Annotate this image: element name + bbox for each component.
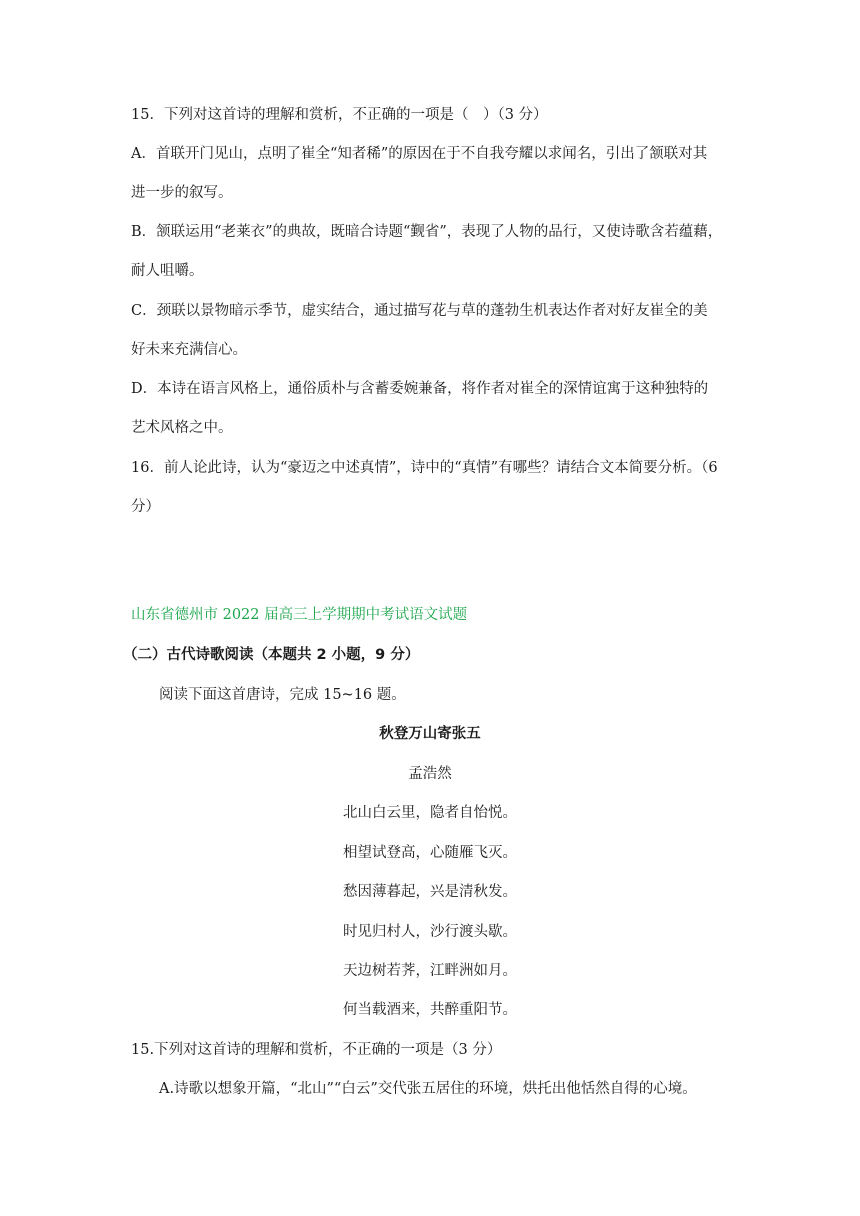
question-stem: 15．下列对这首诗的理解和赏析，不正确的一项是（ ）（3 分） (131, 107, 548, 123)
section-heading: （二）古代诗歌阅读（本题共 2 小题，9 分） (123, 647, 420, 663)
poem-author: 孟浩然 (408, 766, 452, 782)
option-b-line-1: B．颔联运用“老莱衣”的典故，既暗合诗题“觐省”，表现了人物的品行，又使诗歌含若蕴藉， (131, 224, 723, 240)
option-a-line-2: 进一步的叙写。 (131, 185, 233, 201)
option-a-line-1: A．首联开门见山，点明了崔全“知者稀”的原因在于不自我夸耀以求闻名，引出了颔联对其 (131, 146, 708, 162)
option-c-line-2: 好未来充满信心。 (131, 342, 247, 358)
option-d-line-2: 艺术风格之中。 (131, 420, 233, 436)
option-b-line-2: 耐人咀嚼。 (131, 263, 204, 279)
poem-line: 时见归村人，沙行渡头歇。 (343, 924, 517, 940)
question-16-line-1: 16．前人论此诗，认为“豪迈之中述真情”，诗中的“真情”有哪些？请结合文本简要分析。（6 (131, 460, 718, 476)
poem-line: 何当载酒来，共醉重阳节。 (343, 1002, 517, 1018)
option-d-line-1: D．本诗在语言风格上，通俗质朴与含蓄委婉兼备，将作者对崔全的深情谊寓于这种独特的 (131, 381, 709, 397)
question-16-line-2: 分） (131, 499, 160, 515)
poem-line: 北山白云里，隐者自怡悦。 (343, 805, 517, 821)
poem-line: 愁因薄暮起，兴是清秋发。 (343, 884, 517, 900)
poem-title: 秋登万山寄张五 (379, 726, 481, 742)
option-c-line-1: C．颈联以景物暗示季节，虚实结合，通过描写花与草的蓬勃生机表达作者对好友崔全的美 (131, 303, 708, 319)
question-15-option-a: A.诗歌以想象开篇，“北山”“白云”交代张五居住的环境，烘托出他恬然自得的心境。 (159, 1081, 697, 1097)
poem-line: 天边树若荠，江畔洲如月。 (343, 963, 517, 979)
source-title: 山东省德州市 2022 届高三上学期期中考试语文试题 (131, 607, 468, 623)
question-15-stem: 15.下列对这首诗的理解和赏析，不正确的一项是（3 分） (131, 1042, 502, 1058)
instruction: 阅读下面这首唐诗，完成 15~16 题。 (159, 687, 406, 703)
poem-line: 相望试登高，心随雁飞灭。 (343, 845, 517, 861)
